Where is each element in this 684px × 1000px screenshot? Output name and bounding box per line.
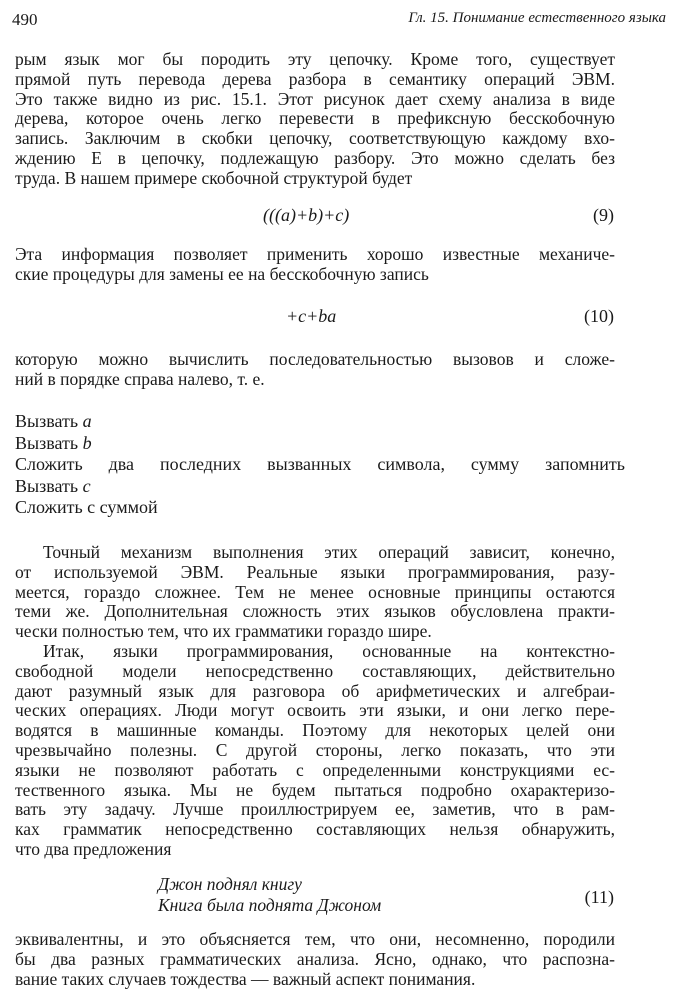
paragraph-3: [15, 350, 615, 390]
text-line: чрезвычайно полезны. С другой стороны, легко показать, что эти: [15, 739, 615, 760]
text-line: Точный механизм выполнения этих операций зависит, конечно,: [43, 542, 615, 562]
text-line: теми же. Дополнительная сложность этих языков обусловлена практи-: [15, 601, 615, 622]
text-line: которую можно вычислить последовательностью вызовов и сложе-: [15, 349, 615, 369]
paragraph-5: [15, 642, 615, 860]
equation-number-9: (9): [593, 205, 614, 225]
text-line: тественного языка. Мы не будем пытаться подробно охарактеризо-: [15, 779, 615, 800]
text-line: дают разумный язык для разговора об арифметических и алгебраи-: [15, 680, 615, 701]
text-line: языки не позволяют работать с определенными конструкциями ес-: [15, 759, 615, 780]
procedure-step: Вызвать b: [15, 432, 92, 453]
text-line: от используемой ЭВМ. Реальные языки программирования, разу-: [15, 561, 615, 582]
text-line: запись. Заключим в скобки цепочку, соответствующую каждому вхо-: [15, 128, 615, 149]
formula-9: (((a)+b)+c): [263, 205, 350, 225]
text-line: чески полностью тем, что их грамматики гораздо шире.: [15, 621, 432, 642]
text-line: вание таких случаев тождества — важный аспект понимания.: [15, 968, 476, 989]
text-line: труда. В нашем примере скобочной структурой будет: [15, 167, 413, 188]
text-line: свободной модели непосредственно составляющих, действительно: [15, 660, 615, 681]
text-line: меется, гораздо сложнее. Тем не менее основные принципы остаются: [15, 581, 615, 602]
procedure-step: Сложить два последних вызванных символа, сумму запомнить: [15, 454, 625, 474]
page-number: 490: [12, 10, 38, 29]
procedure-step: Вызвать a: [15, 411, 92, 431]
formula-10: +c+ba: [286, 306, 337, 326]
text-line: прямой путь перевода дерева разбора в семантику операций ЭВМ.: [15, 68, 615, 89]
procedure-step: Вызвать c: [15, 475, 91, 496]
text-line: что два предложения: [15, 838, 172, 859]
paragraph-2: [15, 245, 615, 285]
procedure-list: [15, 411, 625, 519]
paragraph-6: [15, 930, 615, 989]
text-line: вать эту задачу. Лучше проиллюстрируем ее, заметив, что в рам-: [15, 799, 615, 820]
text-line: водятся в машинные команды. Поэтому для некоторых целей они: [15, 720, 615, 741]
equation-number-11: (11): [584, 887, 614, 907]
text-line: бы два разных грамматических анализа. Ясно, однако, что распозна-: [15, 948, 615, 969]
text-line: рым язык мог бы породить эту цепочку. Кроме того, существует: [15, 49, 615, 69]
text-line: эквивалентны, и это объясняется тем, что они, несомненно, породили: [15, 929, 615, 949]
text-line: Итак, языки программирования, основанные на контекстно-: [43, 641, 615, 661]
equation-number-10: (10): [584, 306, 614, 326]
procedure-step: Сложить с суммой: [15, 497, 158, 517]
text-line: ские процедуры для замены ее на бесскобочную запись: [15, 263, 429, 284]
example-sentence: Книга была поднята Джоном: [158, 895, 382, 915]
text-line: Это также видно из рис. 15.1. Этот рисунок дает схему анализа в виде: [15, 88, 615, 109]
paragraph-4: [15, 543, 615, 642]
text-line: ждению E в цепочку, подлежащую разбору. Это можно сделать без: [15, 147, 615, 168]
text-line: ний в порядке справа налево, т. е.: [15, 368, 265, 389]
text-line: ческих операциях. Люди могут освоить эти языки, и они легко пере-: [15, 700, 615, 721]
text-line: Эта информация позволяет применить хорошо известные механиче-: [15, 244, 615, 264]
example-sentence: Джон поднял книгу: [158, 874, 302, 894]
paragraph-1: [15, 50, 615, 189]
example-11: [158, 874, 381, 916]
text-line: ках грамматик непосредственно составляющих нельзя обнаружить,: [15, 819, 615, 840]
running-title: Гл. 15. Понимание естественного языка: [408, 10, 666, 26]
text-line: дерева, которое очень легко перевести в префиксную бесскобочную: [15, 108, 615, 129]
